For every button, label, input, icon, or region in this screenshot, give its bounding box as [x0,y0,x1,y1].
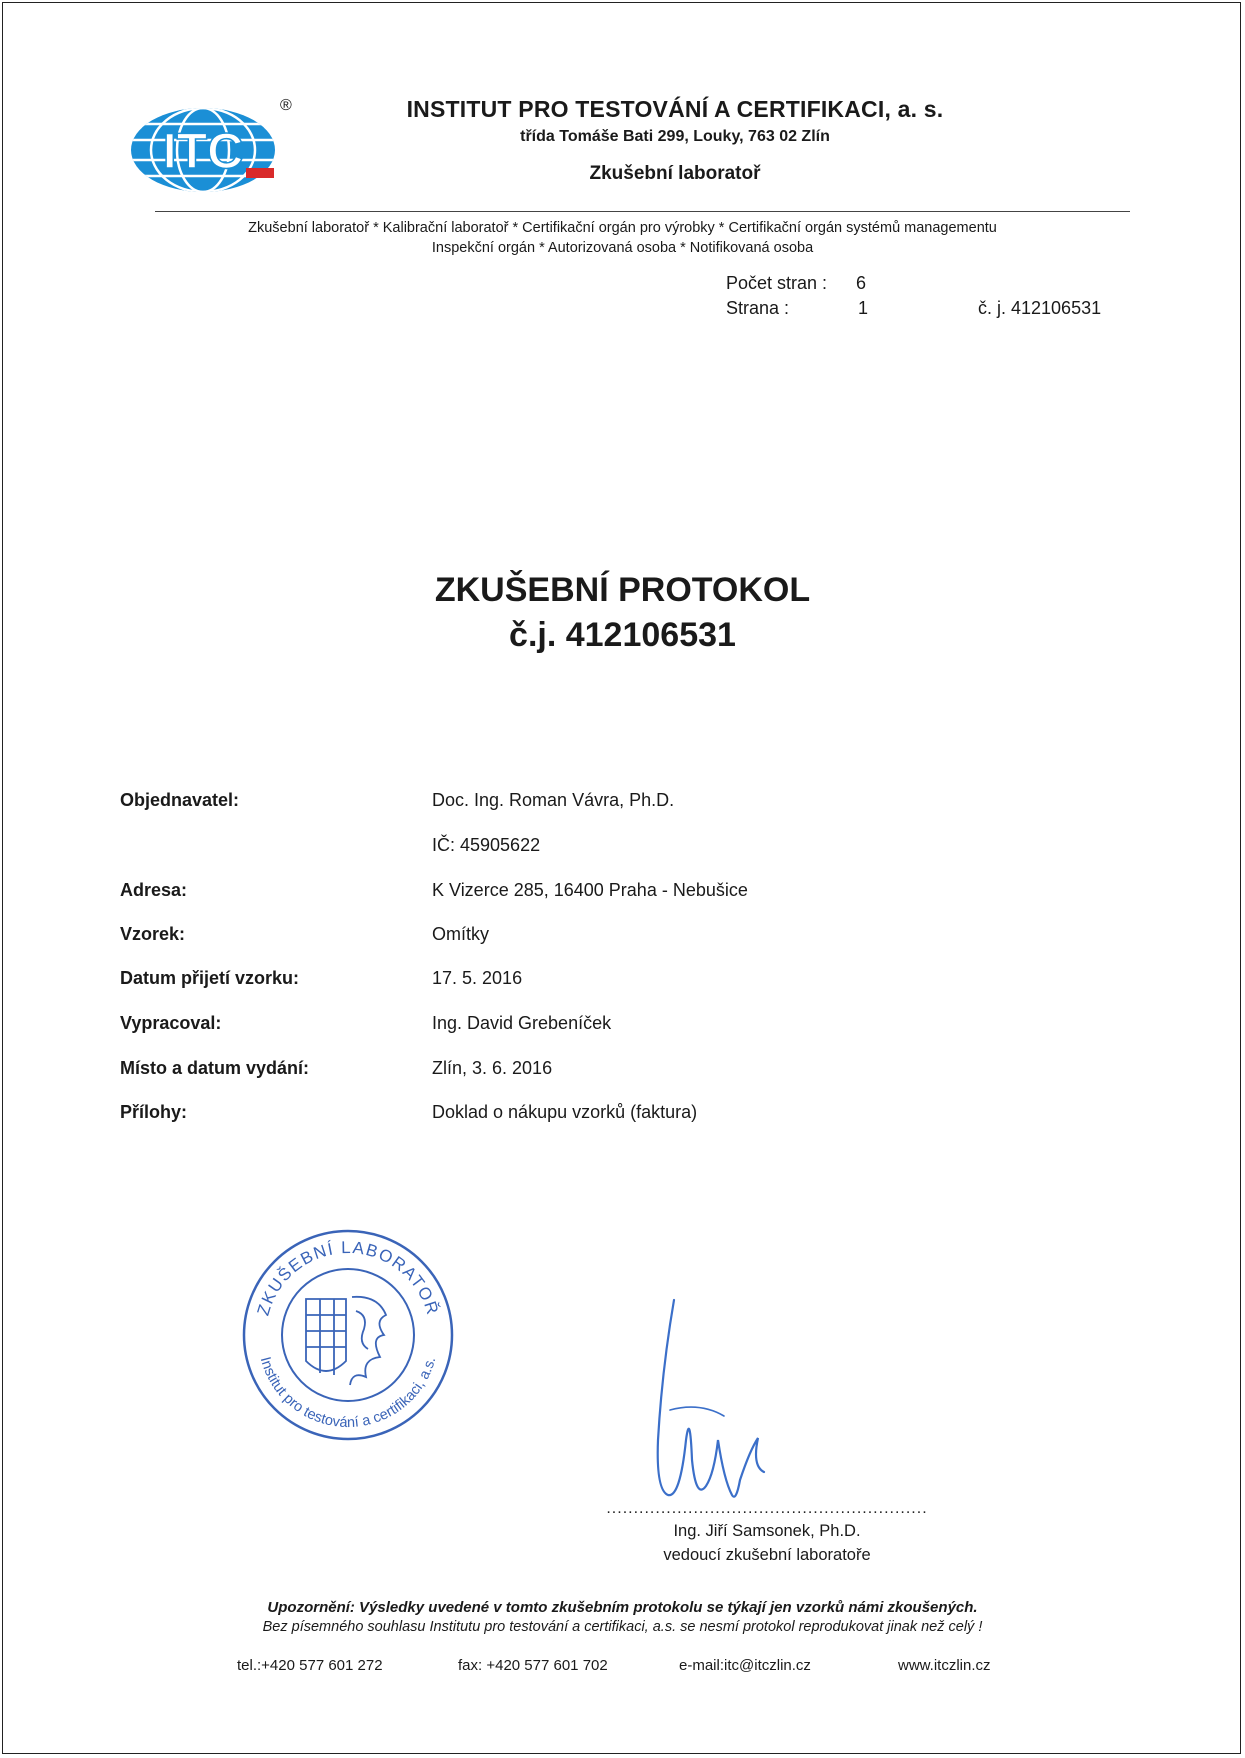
field-value: Omítky [432,924,489,944]
header-divider [155,211,1130,212]
contact-email: e-mail:itc@itczlin.cz [679,1657,811,1674]
page-count-label: Počet stran : [726,273,828,293]
laboratory-stamp [238,1225,458,1445]
logo-text: ITC [162,123,244,179]
signer-name: Ing. Jiří Samsonek, Ph.D. [673,1522,861,1540]
field-value: Doklad o nákupu vzorků (faktura) [432,1102,698,1122]
document-reference: č.j. 412106531 [509,616,736,654]
svg-text:Institut pro testování a certi [257,1355,440,1431]
field-value: Doc. Ing. Roman Vávra, Ph.D. [432,790,675,810]
page-number-label: Strana : [726,298,790,318]
organization-name: INSTITUT PRO TESTOVÁNÍ A CERTIFIKACI, a. s. [406,96,944,122]
footer-notice-bold: Upozornění: Výsledky uvedené v tomto zkušebním protokolu se týkají jen vzorků námi zkoušených. [267,1599,978,1616]
page-number-value: 1 [858,298,869,318]
document-title: ZKUŠEBNÍ PROTOKOL [434,571,811,609]
field-value: Ing. David Grebeníček [432,1013,612,1033]
field-label: Datum přijetí vzorku: [120,968,300,988]
contact-phone: tel.:+420 577 601 272 [237,1657,383,1674]
field-value: 17. 5. 2016 [432,968,523,988]
signature [640,1290,810,1520]
services-line-2: Inspekční orgán * Autorizovaná osoba * Notifikovaná osoba [431,240,814,256]
field-label: Vzorek: [120,924,186,944]
organization-unit: Zkušební laboratoř [589,163,761,184]
contact-website: www.itczlin.cz [898,1657,991,1674]
field-label: Místo a datum vydání: [120,1058,310,1078]
field-value: K Vizerce 285, 16400 Praha - Nebušice [432,880,748,900]
field-label: Přílohy: [120,1102,188,1122]
organization-address: třída Tomáše Bati 299, Louky, 763 02 Zlín [520,128,830,145]
field-value: Zlín, 3. 6. 2016 [432,1058,553,1078]
field-label: Vypracoval: [120,1013,222,1033]
signature-line: ........................................................... [606,1500,928,1517]
contact-fax: fax: +420 577 601 702 [458,1657,608,1674]
itc-logo [128,96,298,196]
field-value: IČ: 45905622 [432,835,541,855]
signer-role: vedoucí zkušební laboratoře [663,1546,871,1564]
reference-number: č. j. 412106531 [978,298,1102,318]
page-border [2,2,1241,1754]
field-label: Adresa: [120,880,188,900]
field-label: Objednavatel: [120,790,240,810]
page-count-value: 6 [856,273,867,293]
stamp-text-top: ZKUŠEBNÍ LABORATOŘ [253,1237,443,1318]
registered-mark: ® [280,97,292,114]
footer-notice: Bez písemného souhlasu Institutu pro testování a certifikaci, a.s. se nesmí protokol reprodukovat jinak než celý ! [262,1619,983,1635]
svg-text:ZKUŠEBNÍ LABORATOŘ [254,1238,443,1318]
services-line-1: Zkušební laboratoř * Kalibrační laboratoř * Certifikační orgán pro výrobky * Certifikační orgán systémů managementu [248,220,997,236]
stamp-text-bottom: Institut pro testování a certifikaci, a.s. [256,1355,440,1432]
